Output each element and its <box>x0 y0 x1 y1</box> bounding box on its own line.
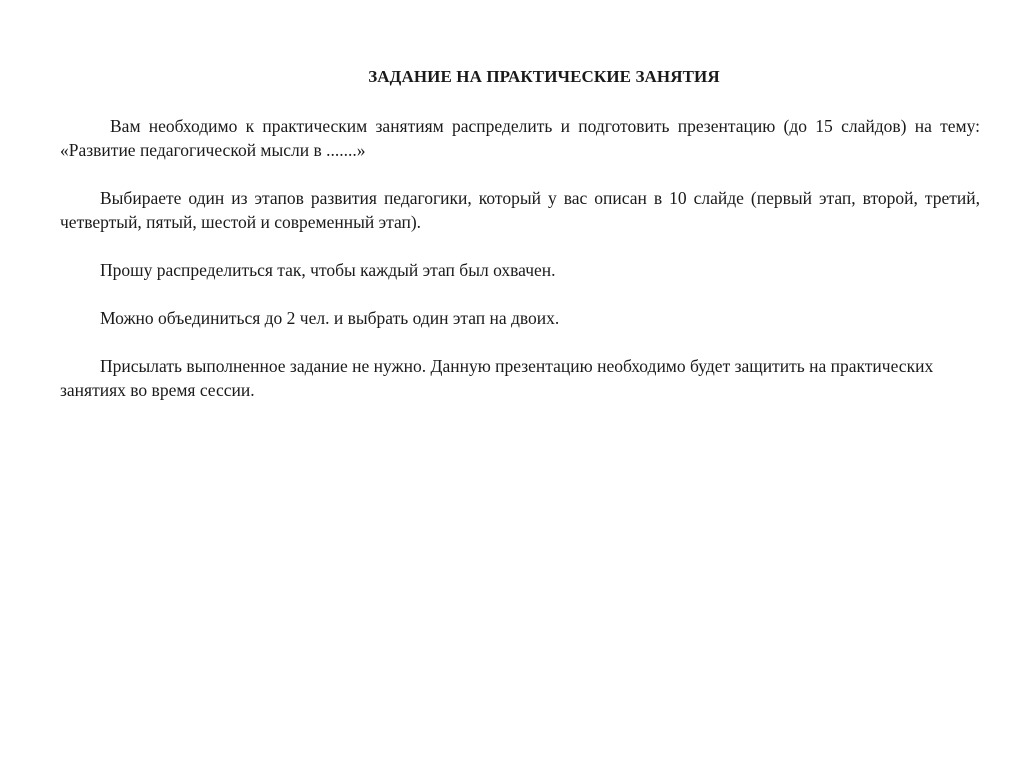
paragraph-choose-stage: Выбираете один из этапов развития педагогики, который у вас описан в 10 слайде (первый этап, второй, третий, четвертый, пятый, шестой и современный этап). <box>60 188 980 232</box>
paragraph-distribute: Прошу распределиться так, чтобы каждый этап был охвачен. <box>100 260 556 280</box>
paragraph-team-up: Можно объединиться до 2 чел. и выбрать один этап на двоих. <box>100 308 560 328</box>
paragraph-task: Вам необходимо к практическим занятиям распределить и подготовить презентацию (до 15 слайдов) на тему: «Развитие педагогической мысли в .......» <box>60 116 980 160</box>
document-title: ЗАДАНИЕ НА ПРАКТИЧЕСКИЕ ЗАНЯТИЯ <box>368 67 720 86</box>
paragraph-defense: Присылать выполненное задание не нужно. Данную презентацию необходимо будет защитить на практических занятиях во время сессии. <box>60 356 934 400</box>
